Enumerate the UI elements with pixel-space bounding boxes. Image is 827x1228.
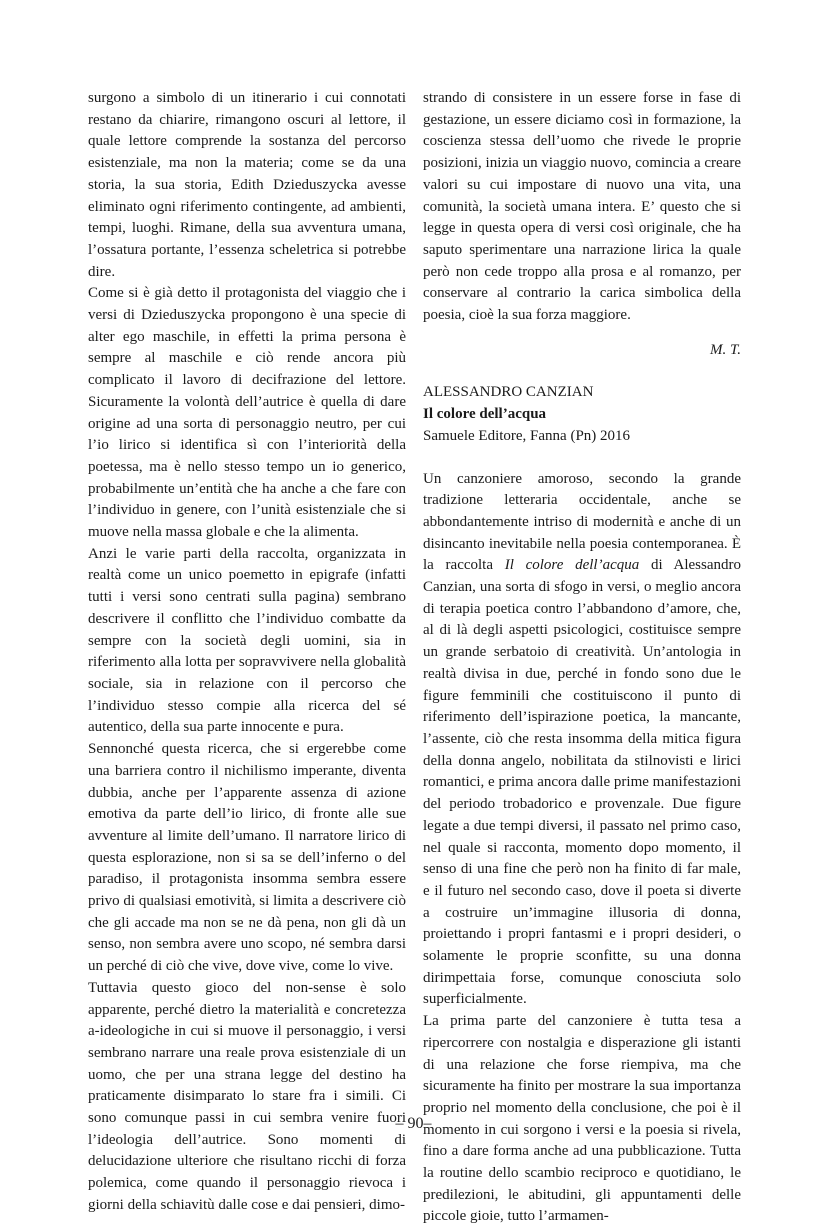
- body-paragraph: Tuttavia questo gioco del non-sense è solo apparente, perché dietro la materialità e concretezza a-ideologiche in cui si muove il personaggio, i versi sembrano narrare una reale prova esistenziale di un uomo, che per una strana legge del destino ha praticamente disimparato lo stare fra i simili. Ci sono comunque passi in cui sembra venire fuori l’ideologia dell’autrice. Sono momenti di delucidazione ulteriore che risultano ricchi di forza polemica, come quando il personaggio rievoca i giorni della schiavitù dalle cose e dai pensieri, dimo-: [88, 979, 406, 1213]
- body-paragraph: [423, 469, 741, 1012]
- review-heading: [423, 382, 741, 447]
- left-column: [88, 88, 406, 1217]
- review-signature: M. T.: [710, 341, 741, 358]
- body-paragraph: Sennonché questa ricerca, che si ergerebbe come una barriera contro il nichilismo imperante, diventa dubbia, anche per l’apparente assenza di azione emotiva da parte dell’io lirico, di fronte alle sue avventure al limite dell’umano. Il narratore lirico di questa esplorazione, non si sa se dell’inferno o del paradiso, il protagonista insomma sembra essere privo di qualsiasi emotività, si limita a descrivere ciò che gli accade ma non se ne dà pena, non gli dà un senso, non sembra avere uno scopo, né sembra darsi un perché di ciò che vive, dove vive, come lo vive.: [88, 741, 406, 975]
- body-paragraph: La prima parte del canzoniere è tutta tesa a ripercorrere con nostalgia e disperazione gli istanti di una relazione che forse riempiva, ma che sicuramente ha finito per mostrare la sua importanza proprio nel momento della conclusione, che poi è il momento in cui sorgono i versi e la poesia si rivela, fino a dare forma anche ad una pubblicazione. Tutta la routine dello scambio reciproco e quotidiano, le predilezioni, le abitudini, gli appuntamenti delle piccole gioie, tutto l’armamen-: [423, 1013, 741, 1225]
- review-publisher: Samuele Editore, Fanna (Pn) 2016: [423, 427, 631, 444]
- inline-book-title: Il colore dell’acqua: [504, 557, 640, 574]
- right-column: [423, 88, 741, 1228]
- review-book-title: Il colore dell’acqua: [423, 406, 547, 423]
- review-author: ALESSANDRO CANZIAN: [423, 384, 594, 401]
- body-paragraph: strando di consistere in un essere forse in fase di gestazione, un essere diciamo così in formazione, la coscienza stessa dell’uomo che rivede le proprie posizioni, inizia un viaggio nuovo, comincia a creare valori su cui impostare di nuovo una vita, una comunità, la società umana intera. E’ questo che si legge in questa opera di versi così originale, che ha saputo sperimentare una narrazione lirica la quale però non cede troppo alla prosa e al romanzo, per conservare al contrario la carica simbolica della poesia, cioè la sua forza maggiore.: [423, 90, 741, 324]
- body-paragraph: Come si è già detto il protagonista del viaggio che i versi di Dzieduszycka propongono è una specie di alter ego maschile, in effetti la prima persona è sempre al maschile e ciò rende ancora più complicato il lavoro di decifrazione del lettore. Sicuramente la volontà dell’autrice è quella di dare origine ad una sorta di personaggio neutro, per cui l’io lirico si identifica sì con l’interiorità della poetessa, ma è nello stesso tempo un io generico, probabilmente un’entità che ha anche a che fare con l’individuo in genere, con l’unità esistenziale che si muove nella massa globale e che la alimenta.: [88, 285, 406, 541]
- text-segment: Un canzoniere amoroso, secondo la grande tradizione letteraria occidentale, anche se abbondantemente intriso di modernità e anche di un disincanto inevitabile nella poesia contemporanea. È la raccolta: [423, 470, 741, 574]
- page-number: – 90–: [395, 1115, 432, 1132]
- body-paragraph: Anzi le varie parti della raccolta, organizzata in realtà come un unico poemetto in epigrafe (infatti tutti i versi sono centrati sulla pagina) sembrano descrivere il conflitto che l’individuo combatte da sempre con la società degli uomini, sia in riferimento alla lotta per sopravvivere nella globalità sociale, sia in relazione con il percorso che l’individuo stesso compie alla ricerca del sé autentico, della sua parte innocente e pura.: [88, 545, 406, 736]
- text-segment: di Alessandro Canzian, una sorta di sfogo in versi, o meglio ancora di terapia poetica contro l’abbandono d’amore, che, al di là degli aspetti psicologici, costituisce sempre un grande serbatoio di creatività. Un’antologia in realtà divisa in due, perché in fondo sono due le figure femminili che costituiscono il punto di riferimento dell’ispirazione poetica, la mancante, l’assente, ciò che resta insomma della mitica figura della donna angelo, nobilitata da stilnovisti e lirici romantici, e prima ancora dalle prime manifestazioni del periodo trobadorico e provenzale. Due figure legate a due tempi diversi, il passato nel primo caso, nel quale si racconta, momento dopo momento, il senso di una fine che però non ha finito di far male, e il futuro nel secondo caso, dove il poeta si diverte a costruire un’immagine illusoria di donna, proiettando i propri fantasmi e i propri desideri, o solamente le proprie sconfitte, su una donna dirimpettaia forse, comunque conosciuta solo superficialmente.: [423, 557, 741, 1008]
- body-paragraph: surgono a simbolo di un itinerario i cui connotati restano da chiarire, rimangono oscuri al lettore, il quale lettore comprende la sostanza del percorso esistenziale, ma non la materia; come se da una storia, la sua storia, Edith Dzieduszycka avesse eliminato ogni riferimento contingente, ad ambienti, tempi, luoghi. Rimane, della sua avventura umana, l’ossatura portante, l’essenza scheletrica si potrebbe dire.: [88, 90, 406, 280]
